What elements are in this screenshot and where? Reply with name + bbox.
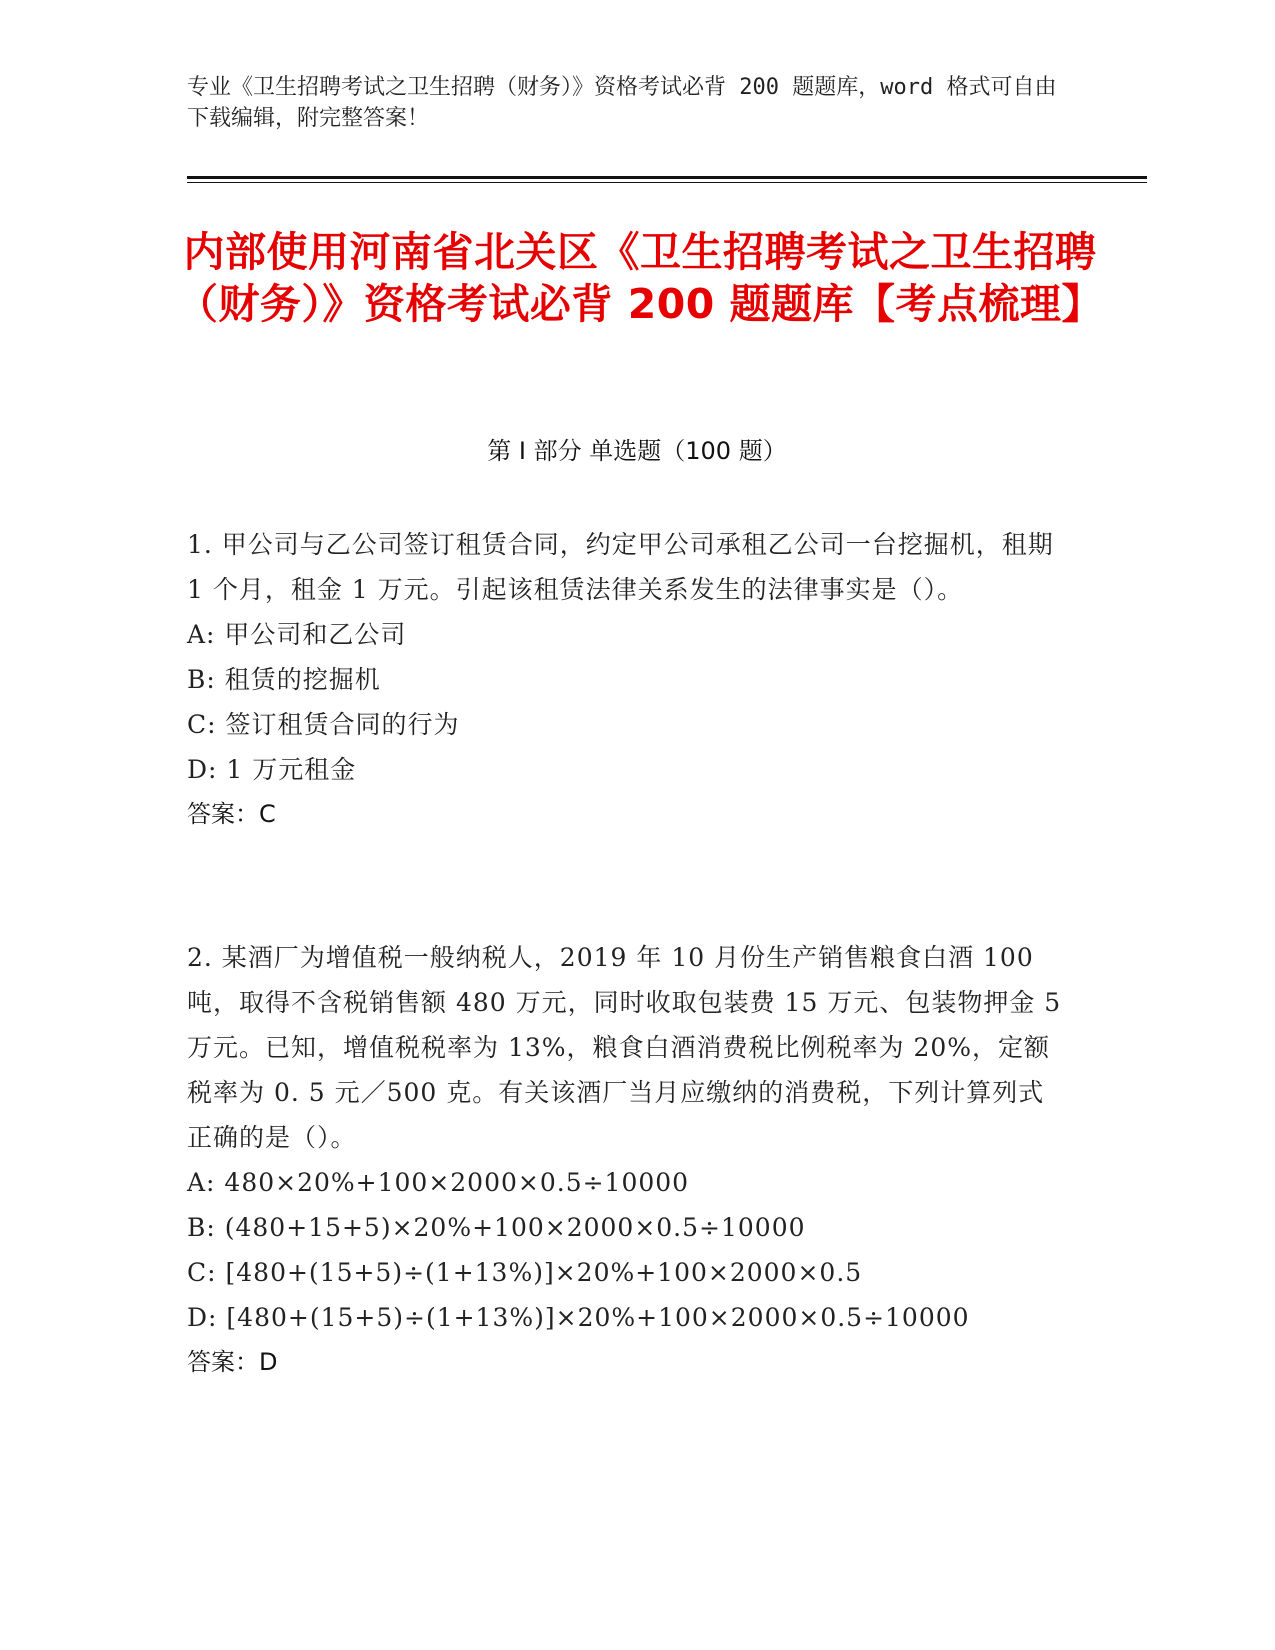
header-rule-thin [187,182,1147,183]
question-stem: 2. 某酒厂为增值税一般纳税人，2019 年 10 月份生产销售粮食白酒 100 吨，取得不含税销售额 480 万元，同时收取包装费 15 万元、包装物押金 5 万元。已知，增值税税率为 13%，粮食白酒消费税比例税率为 20%，定额税率为 0. 5 元／500 克。有关该酒厂当月应缴纳的消费税，下列计算列式正确的是（）。 [187,943,1062,1152]
option-a: A: 480×20%+100×2000×0.5÷10000 [187,1168,690,1197]
option-c: C: 签订租赁合同的行为 [187,710,460,739]
option-b: B: (480+15+5)×20%+100×2000×0.5÷10000 [187,1213,806,1242]
option-c: C: [480+(15+5)÷(1+13%)]×20%+100×2000×0.5 [187,1258,863,1287]
option-a: A: 甲公司和乙公司 [187,620,407,649]
answer-line: 答案：D [187,1348,278,1376]
question-1 [187,522,1067,837]
header-rule-thick [187,176,1147,179]
intro-text: 专业《卫生招聘考试之卫生招聘（财务）》资格考试必背 200 题题库，word 格式可自由下载编辑，附完整答案！ [187,75,1057,131]
question-stem: 1. 甲公司与乙公司签订租赁合同，约定甲公司承租乙公司一台挖掘机，租期 1 个月，租金 1 万元。引起该租赁法律关系发生的法律事实是（）。 [187,530,1054,604]
section-heading: 第 I 部分 单选题（100 题） [487,437,787,465]
option-d: D: 1 万元租金 [187,755,357,784]
option-b: B: 租赁的挖掘机 [187,665,381,694]
question-2 [187,935,1067,1385]
document-title: 内部使用河南省北关区《卫生招聘考试之卫生招聘（财务）》资格考试必背 200 题题库【考点梳理】 [176,228,1104,328]
answer-line: 答案：C [187,800,276,828]
option-d: D: [480+(15+5)÷(1+13%)]×20%+100×2000×0.5÷10000 [187,1303,970,1332]
